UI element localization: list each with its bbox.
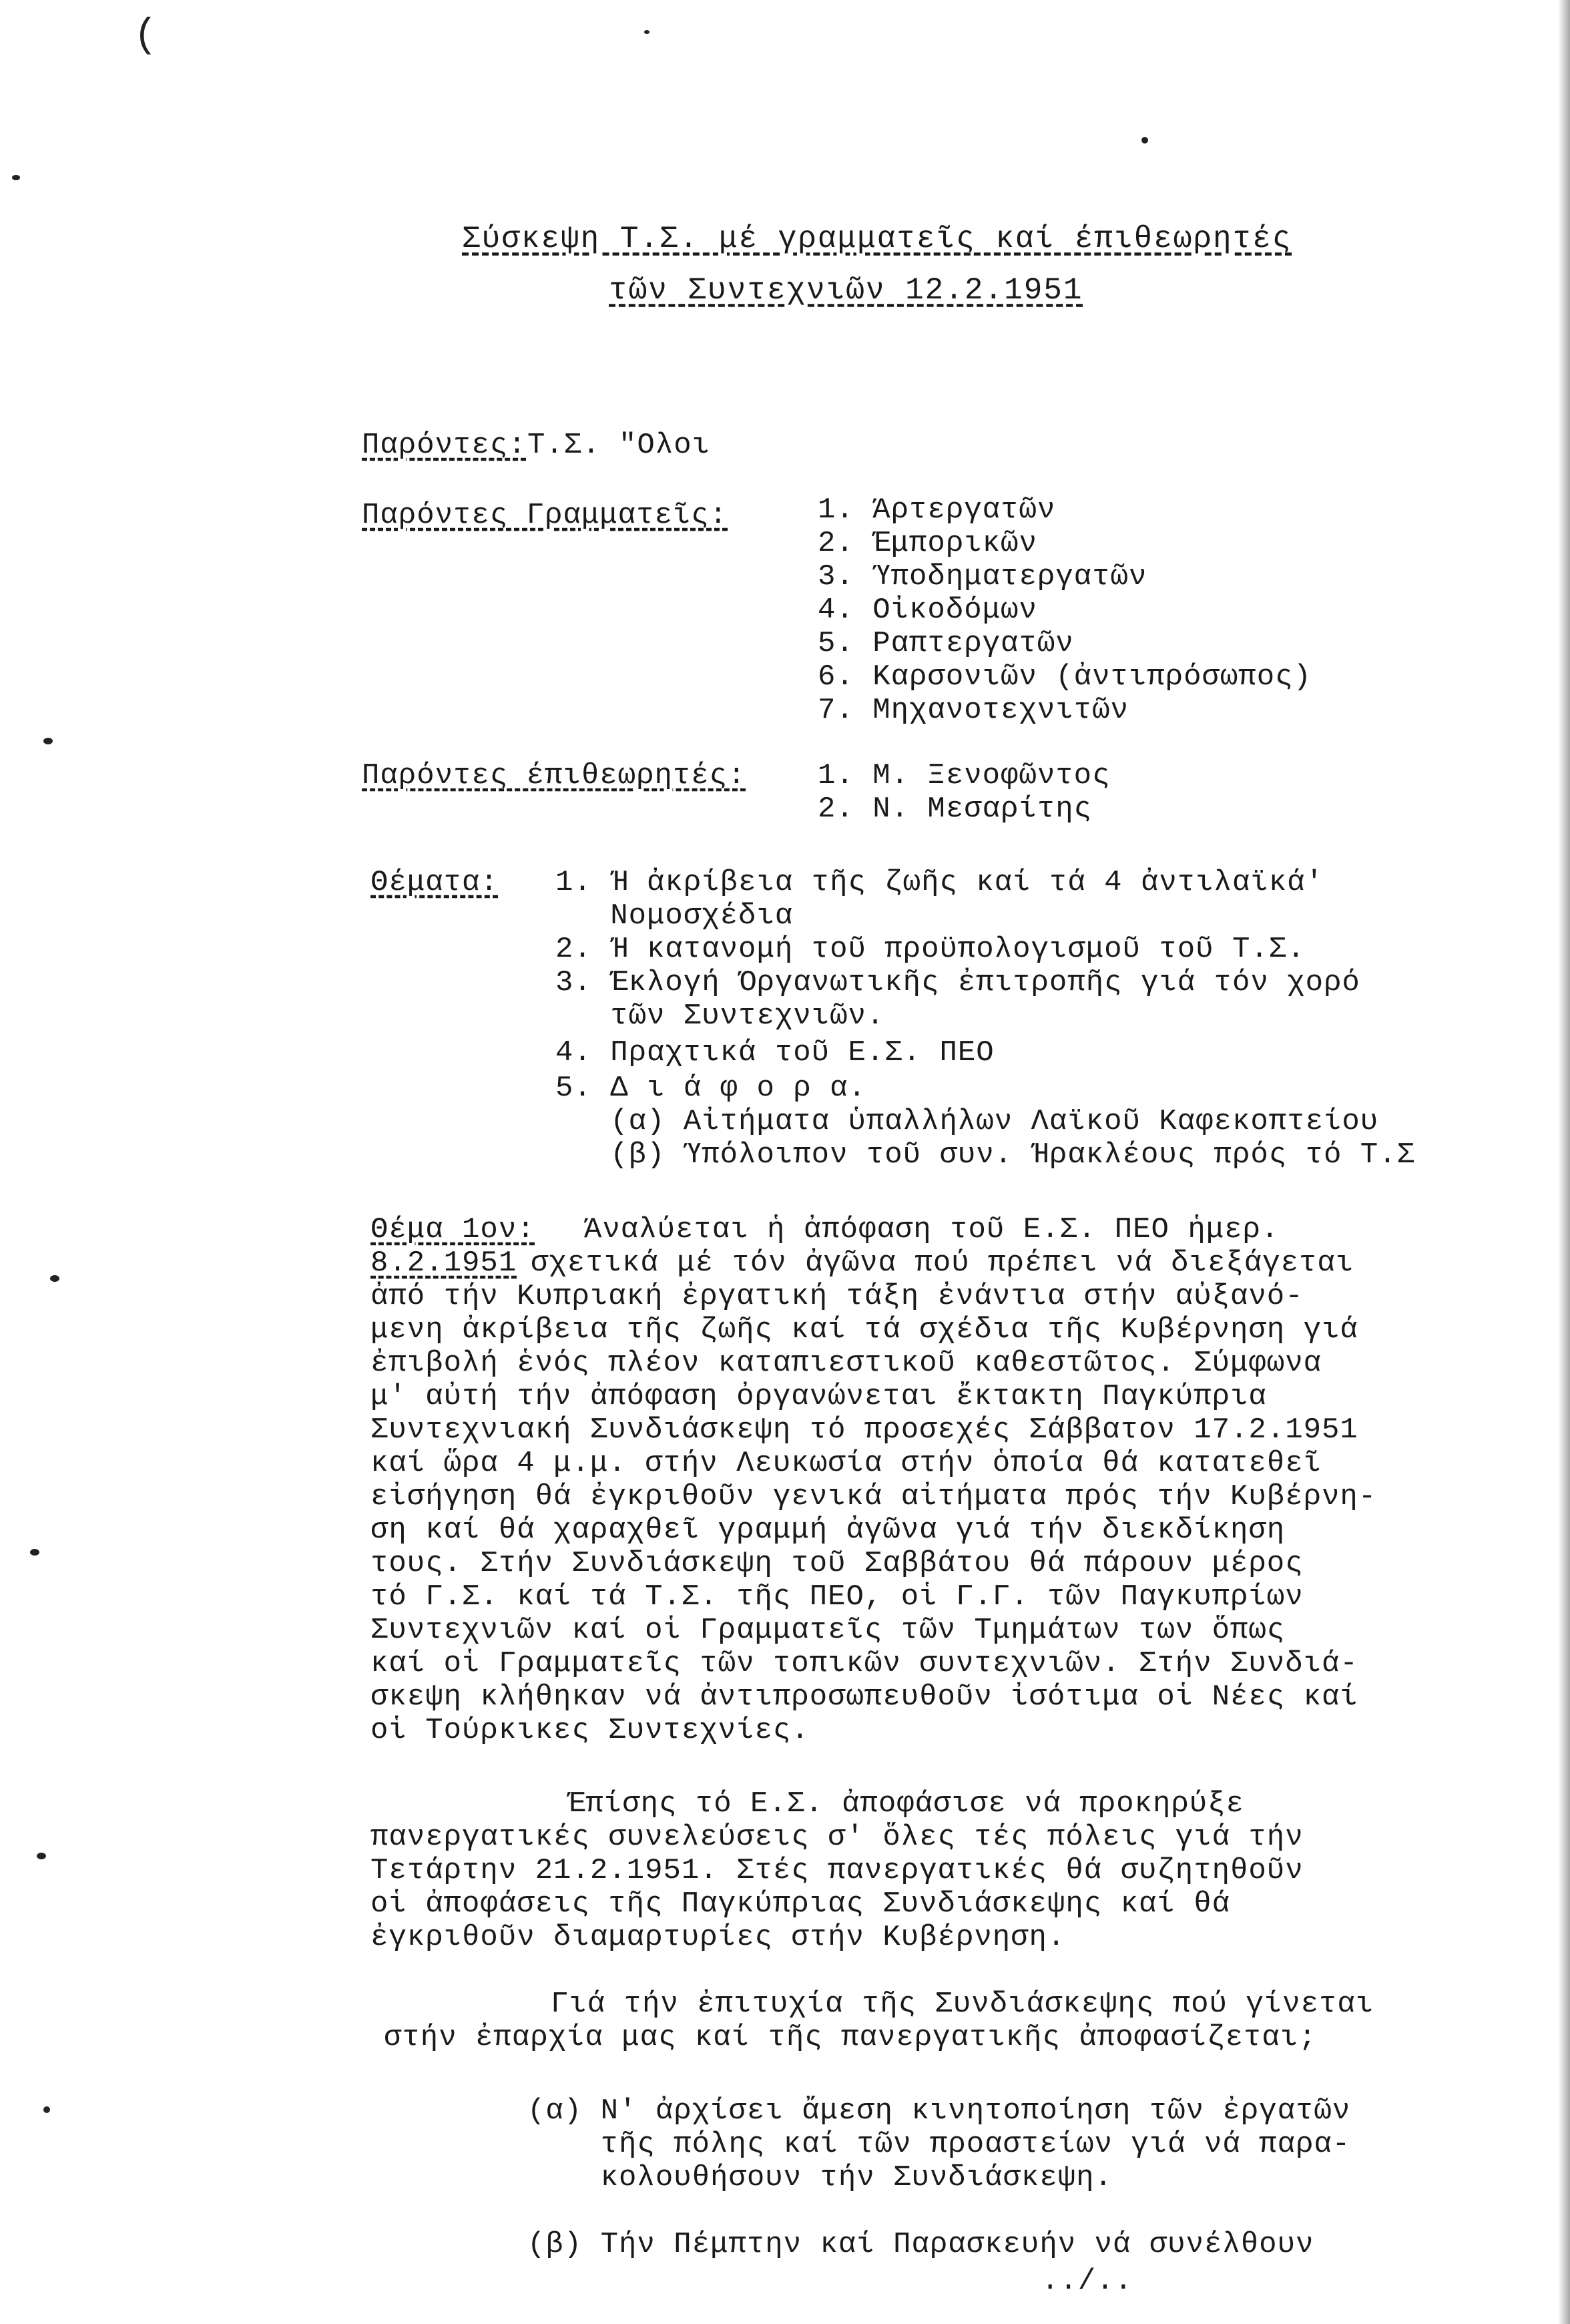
topic1-line: ἐπιβολή ἑνός πλέον καταπιεστικοῦ καθεστῶτος. Σύμφωνα xyxy=(370,1347,1322,1380)
item-b-line: (β) Τήν Πέμπτην καί Παρασκευήν νά συνέλθουν xyxy=(527,2228,1314,2261)
secretary-item: 6. Καρσονιῶν (ἀντιπρόσωπος) xyxy=(818,660,1312,694)
item-a-line: τῆς πόλης καί τῶν προαστείων γιά νά παρα- xyxy=(527,2128,1351,2161)
present-value: Τ.Σ. "Ολοι xyxy=(527,429,711,462)
item-a-line: (α) Ν' ἀρχίσει ἄμεση κινητοποίηση τῶν ἐργατῶν xyxy=(527,2094,1351,2128)
secretary-item: 2. Έμπορικῶν xyxy=(818,527,1037,560)
inspectors-label: Παρόντες έπιθεωρητές: xyxy=(362,759,746,792)
scan-speck xyxy=(43,2106,50,2113)
scan-edge-shadow xyxy=(1558,0,1570,2324)
para3-line: Γιά τήν ἐπιτυχία τῆς Συνδιάσκεψης πού γίνεται xyxy=(551,1988,1374,2021)
present-label: Παρόντες: xyxy=(362,429,527,462)
para2-line: Τετάρτην 21.2.1951. Στές πανεργατικές θά συζητηθοῦν xyxy=(370,1854,1304,1887)
topic1-line: καί ὥρα 4 μ.μ. στήν Λευκωσία στήν ὁποία θά κατατεθεῖ xyxy=(370,1447,1322,1480)
secretaries-label: Παρόντες Γραμματεῖς: xyxy=(362,499,728,532)
topic1-line: ση καί θά χαραχθεῖ γραμμή ἀγῶνα γιά τήν διεκδίκηση xyxy=(370,1514,1286,1547)
topic1-line: Συντεχνιακή Συνδιάσκεψη τό προσεχές Σάββατον 17.2.1951 xyxy=(370,1413,1358,1447)
scan-speck xyxy=(43,738,53,744)
scan-speck xyxy=(12,175,20,180)
topic1-line: εἰσήγηση θά ἐγκριθοῦν γενικά αἰτήματα πρός τήν Κυβέρνη- xyxy=(370,1480,1377,1514)
topic1-line: τους. Στήν Συνδιάσκεψη τοῦ Σαββάτου θά πάρουν μέρος xyxy=(370,1547,1304,1580)
topic1-line: οἱ Τούρκικες Συντεχνίες. xyxy=(370,1714,810,1747)
inspector-item: 2. Ν. Μεσαρίτης xyxy=(818,792,1093,826)
scan-mark: ( xyxy=(134,13,158,59)
scan-speck xyxy=(50,1275,59,1282)
page-continuation: ../.. xyxy=(1041,2265,1133,2298)
topic-line: 3. Έκλογή Όργανωτικῆς ἐπιτροπῆς γιά τόν χορό xyxy=(555,966,1360,999)
scan-speck xyxy=(644,30,649,34)
para2-line: πανεργατικές συνελεύσεις σ' ὅλες τές πόλεις γιά τήν xyxy=(370,1821,1304,1854)
topic1-line: σχετικά μέ τόν ἀγῶνα πού πρέπει νά διεξάγεται xyxy=(531,1246,1354,1280)
topic1-line: σκεψη κλήθηκαν νά ἀντιπροσωπευθοῦν ἰσότιμα οἱ Νέες καί xyxy=(370,1680,1358,1714)
secretary-item: 1. Άρτεργατῶν xyxy=(818,493,1056,527)
topic-line: Νομοσχέδια xyxy=(555,899,794,933)
topic-line: 2. Ή κατανομή τοῦ προϋπολογισμοῦ τοῦ Τ.Σ. xyxy=(555,933,1306,966)
topic1-label: Θέμα 1ον: xyxy=(370,1213,535,1246)
topic-line: τῶν Συντεχνιῶν. xyxy=(555,999,885,1033)
scan-speck xyxy=(37,1853,46,1859)
topic-line: (β) Ύπόλοιπον τοῦ συν. Ήρακλέους πρός τό Τ.Σ xyxy=(555,1138,1416,1172)
topics-label: Θέματα: xyxy=(370,866,499,899)
topic-line: 1. Ή ἀκρίβεια τῆς ζωῆς καί τά 4 ἀντιλαϊκά' xyxy=(555,866,1324,899)
title-line-1: Σύσκεψη Τ.Σ. μέ γραμματεῖς καί έπιθεωρητές xyxy=(462,222,1292,256)
topic1-line: καί οἱ Γραμματεῖς τῶν τοπικῶν συντεχνιῶν. Στήν Συνδιά- xyxy=(370,1647,1358,1680)
topic1-line: Συντεχνιῶν καί οἱ Γραμματεῖς τῶν Τμημάτων των ὅπως xyxy=(370,1614,1286,1647)
topic-line: 4. Πραχτικά τοῦ Ε.Σ. ΠΕΟ xyxy=(555,1036,995,1070)
para2-line: οἱ ἀποφάσεις τῆς Παγκύπριας Συνδιάσκεψης καί θά xyxy=(370,1887,1231,1921)
title-line-2: τῶν Συντεχνιῶν 12.2.1951 xyxy=(609,273,1083,308)
para2-line: Έπίσης τό Ε.Σ. ἀποφάσισε νά προκηρύξε xyxy=(567,1787,1244,1821)
topic1-date: 8.2.1951 xyxy=(370,1246,517,1280)
secretary-item: 5. Ραπτεργατῶν xyxy=(818,627,1074,660)
secretary-item: 4. Οἰκοδόμων xyxy=(818,594,1037,627)
item-a-line: κολουθήσουν τήν Συνδιάσκεψη. xyxy=(527,2161,1113,2194)
topic1-line: τό Γ.Σ. καί τά Τ.Σ. τῆς ΠΕΟ, οἱ Γ.Γ. τῶν Παγκυπρίων xyxy=(370,1580,1304,1614)
topic-line: 5. Δ ι ά φ ο ρ α. xyxy=(555,1072,866,1105)
secretary-item: 3. Ύποδηματεργατῶν xyxy=(818,560,1147,594)
scan-speck xyxy=(30,1549,39,1556)
secretary-item: 7. Μηχανοτεχνιτῶν xyxy=(818,694,1129,727)
inspector-item: 1. Μ. Ξενοφῶντος xyxy=(818,759,1111,792)
para3-line: στήν ἐπαρχία μας καί τῆς πανεργατικῆς ἀποφασίζεται; xyxy=(384,2021,1317,2054)
topic1-line: Άναλύεται ἡ ἀπόφαση τοῦ Ε.Σ. ΠΕΟ ἡμερ. xyxy=(584,1213,1280,1246)
scan-speck xyxy=(1141,137,1148,144)
topic1-line: μενη ἀκρίβεια τῆς ζωῆς καί τά σχέδια τῆς Κυβέρνηση γιά xyxy=(370,1313,1358,1347)
para2-line: ἐγκριθοῦν διαμαρτυρίες στήν Κυβέρνηση. xyxy=(370,1921,1066,1954)
topic-line: (α) Αἰτήματα ὑπαλλήλων Λαϊκοῦ Καφεκοπτείου xyxy=(555,1105,1379,1138)
topic1-line: μ' αὐτή τήν ἀπόφαση ὀργανώνεται ἔκτακτη Παγκύπρια xyxy=(370,1380,1267,1413)
topic1-line: ἀπό τήν Κυπριακή ἐργατική τάξη ἐνάντια στήν αὐξανό- xyxy=(370,1280,1304,1313)
